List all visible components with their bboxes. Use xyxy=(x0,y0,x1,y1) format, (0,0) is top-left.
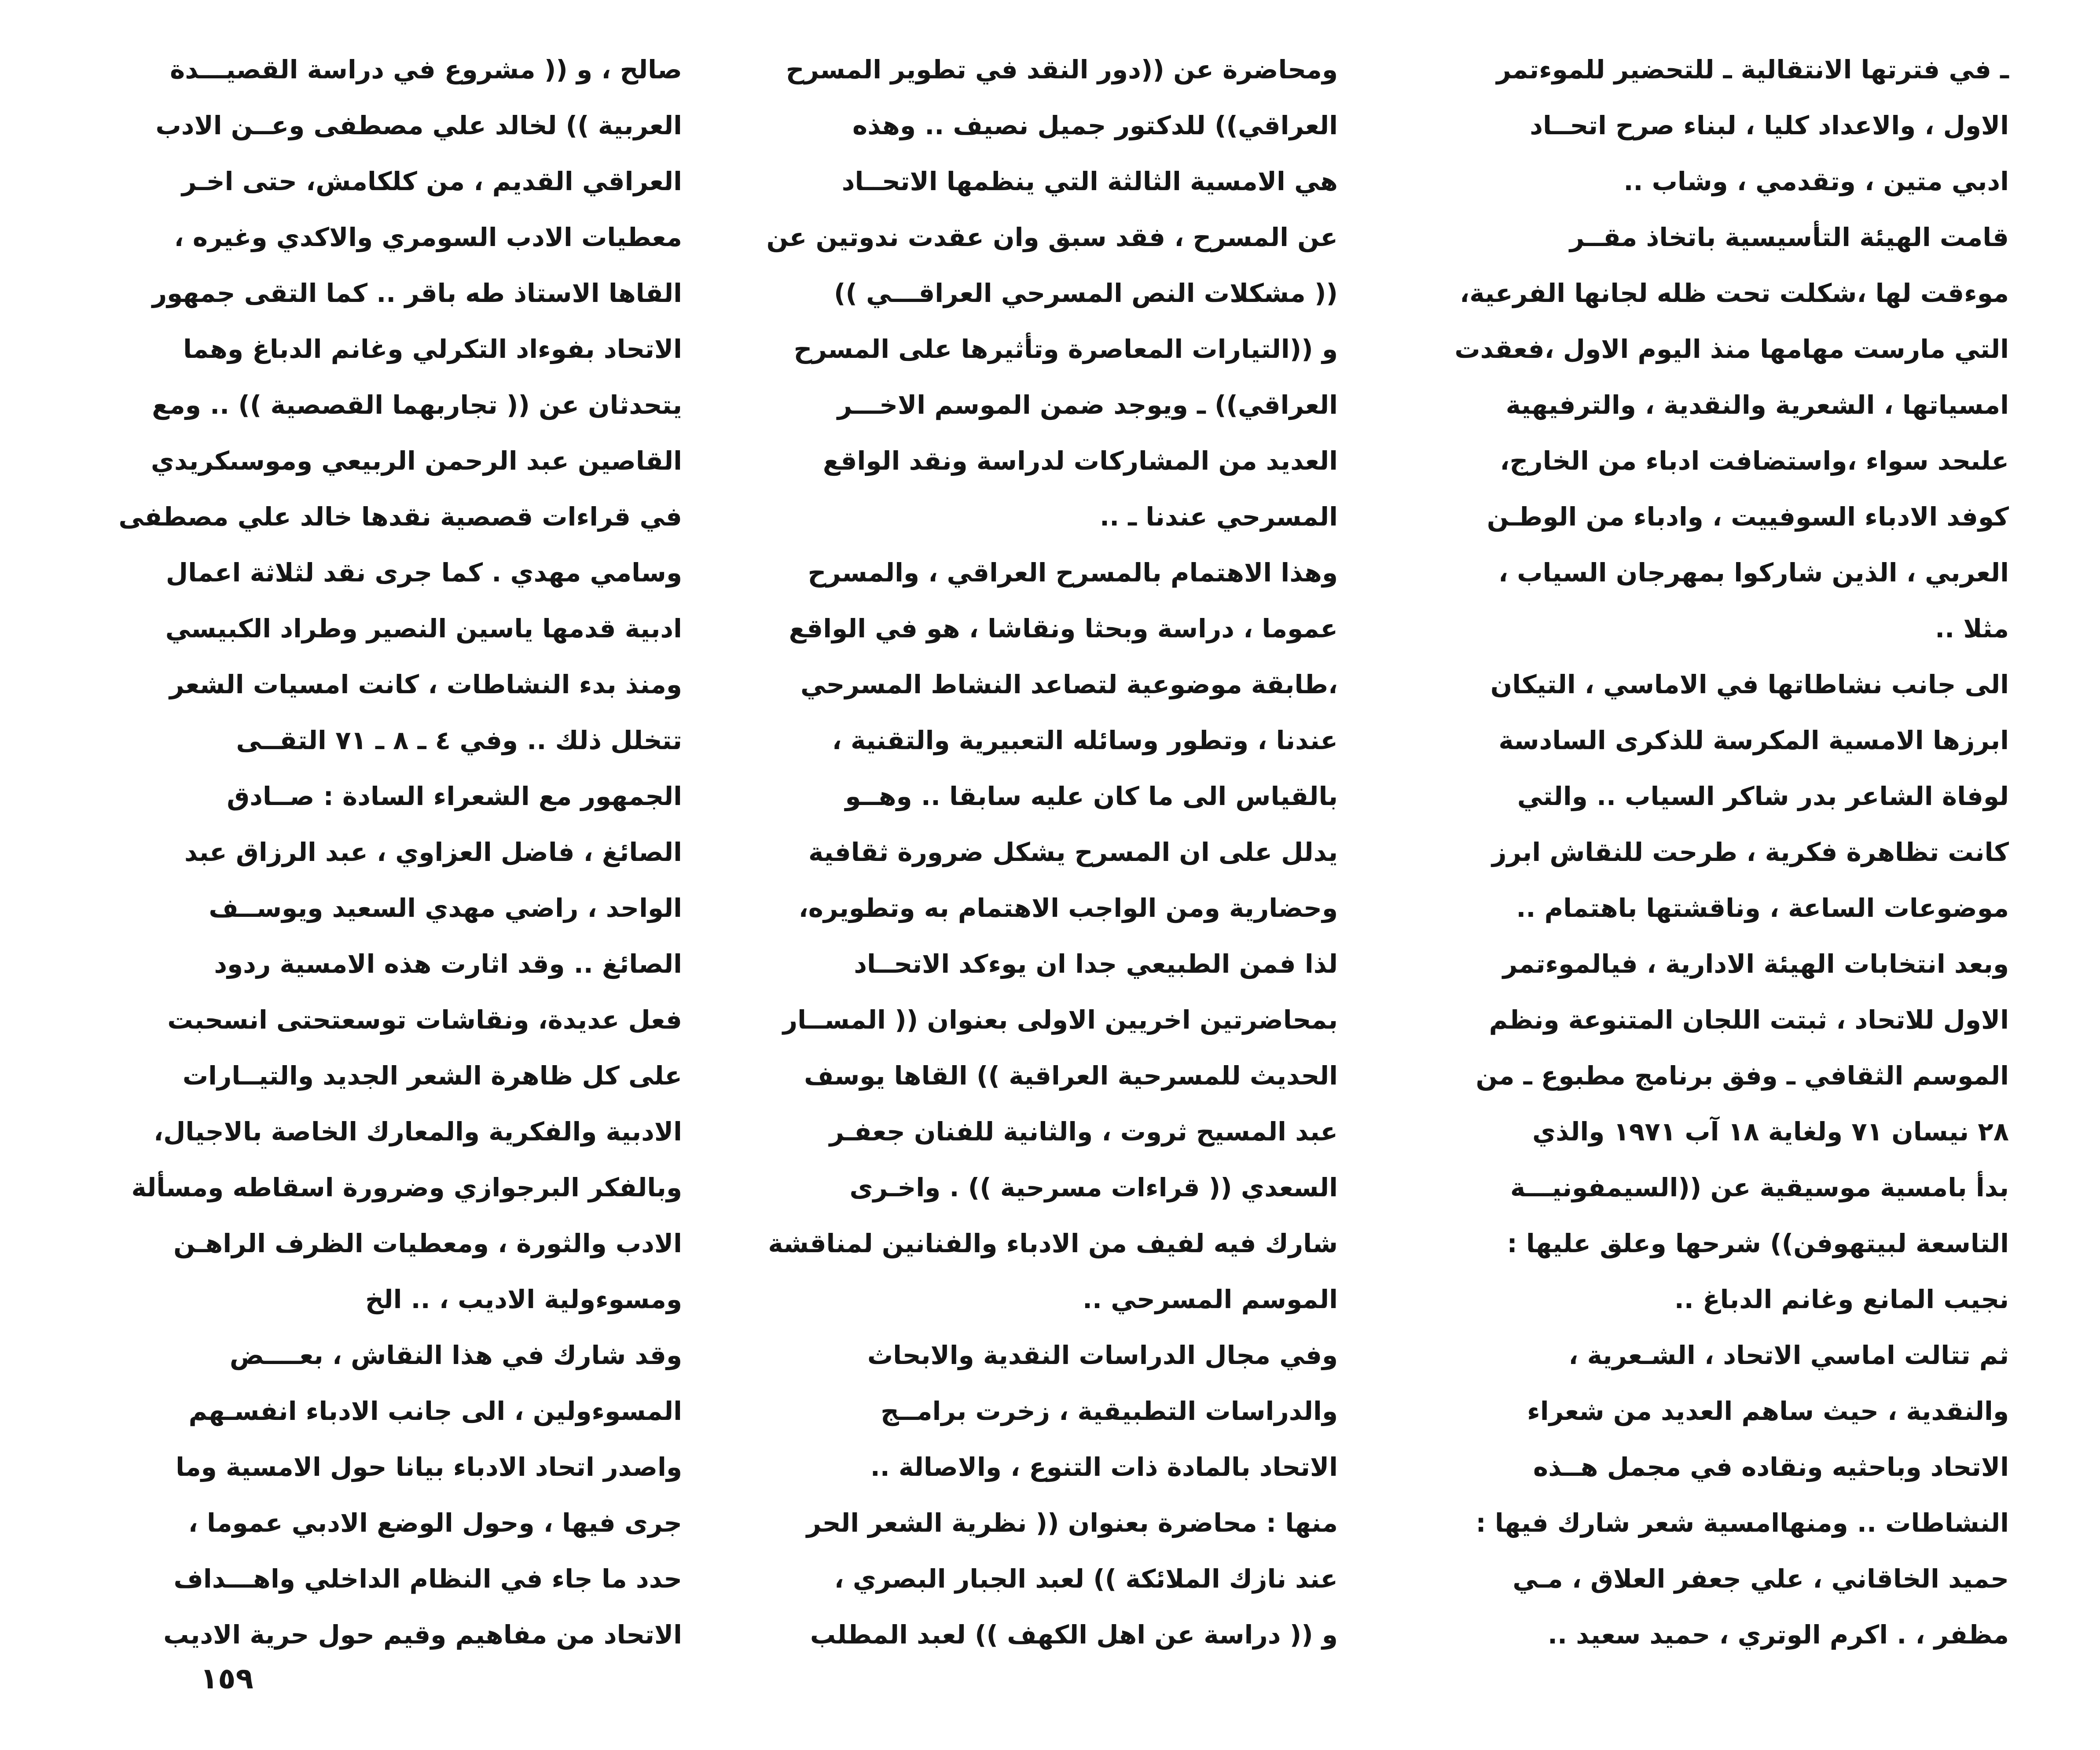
page-number: ١٥٩ xyxy=(200,1662,253,1695)
column-left xyxy=(101,42,682,1663)
paragraph: قامت الهيئة التأسيسية باتخاذ مقــر موءقت لها ،شكلت تحت ظله لجانها الفرعية، التي مارست مهامها منذ اليوم الاول ،فعقدت امسياتها ، الشعرية والنقدية ، والترفيهية علىحد سواء ،واستضافت ادباء من الخارج، كوفد الادباء السوفييت ، وادباء من الوطـن العربي ، الذين شاركوا بمهرجان السياب ، مثلا .. xyxy=(1454,222,2009,643)
paragraph: ومحاضرة عن ((دور النقد في تطوير المسرح العراقي)) للدكتور جميل نصيف .. وهذه هي الامسية الثالثة التي ينظمها الاتحــاد عن المسرح ، فقد سبق وان عقدت ندوتين عن (( مشكلات النص المسرحي العراقـــي )) و ((التيارات المعاصرة وتأثيرها على المسرح العراقي)) ـ ويوجد ضمن الموسم الاخـــر العديد من المشاركات لدراسة ونقد الواقع المسرحي عندنا ـ .. xyxy=(766,55,1338,532)
paragraph: وبعد انتخابات الهيئة الادارية ، فيالموءتمر الاول للاتحاد ، ثبتت اللجان المتنوعة ونظم الموسم الثقافي ـ وفق برنامج مطبوع ـ من ٢٨ نيسان ٧١ ولغاية ١٨ آب ١٩٧١ والذي بدأ بامسية موسيقية عن ((السيمفونيـــة التاسعة لبيتهوفن)) شرحها وعلق عليها : نجيب المانع وغانم الدباغ .. xyxy=(1476,949,2009,1314)
paragraph: وقد شارك في هذا النقاش ، بعــــض المسوءولين ، الى جانب الادباء انفسـهم واصدر اتحاد الادباء بيانا حول الامسية وما جرى فيها ، وحول الوضع الادبي عموما ، حدد ما جاء في النظام الداخلي واهـــداف الاتحاد من مفاهيم وقيم حول حرية الاديب xyxy=(163,1340,682,1650)
column-right xyxy=(1428,42,2009,1663)
paragraph: ـ في فترتها الانتقالية ـ للتحضير للموءتمر الاول ، والاعداد كليا ، لبناء صرح اتحــاد ادبي متين ، وتقدمي ، وشاب .. xyxy=(1496,55,2009,196)
column-middle xyxy=(757,42,1338,1663)
paragraph: ثم تتالت اماسي الاتحاد ، الشـعرية ، والنقدية ، حيث ساهم العديد من شعراء الاتحاد وباحثيه ونقاده في مجمل هــذه النشاطات .. ومنهاامسية شعر شارك فيها : حميد الخاقاني ، علي جعفر العلاق ، مـي مظفر ، . اكرم الوتري ، حميد سعيد .. xyxy=(1476,1340,2009,1650)
paragraph: الى جانب نشاطاتها في الاماسي ، التيكان ابرزها الامسية المكرسة للذكرى السادسة لوفاة الشاعر بدر شاكر السياب .. والتي كانت تظاهرة فكرية ، طرحت للنقاش ابرز موضوعات الساعة ، وناقشتها باهتمام .. xyxy=(1490,669,2009,923)
paragraph: وهذا الاهتمام بالمسرح العراقي ، والمسرح عموما ، دراسة وبحثا ونقاشا ، هو في الواقع ،طابقة موضوعية لتصاعد النشاط المسرحي عندنا ، وتطور وسائله التعبيرية والتقنية ، بالقياس الى ما كان عليه سابقا .. وهــو يدلل على ان المسرح يشكل ضرورة ثقافية وحضارية ومن الواجب الاهتمام به وتطويره، لذا فمن الطبيعي جدا ان يوءكد الاتحــاد بمحاضرتين اخريين الاولى بعنوان (( المســار الحديث للمسرحية العراقية )) القاها يوسف عبد المسيح ثروت ، والثانية للفنان جعفـر السعدي (( قراءات مسرحية )) . واخـرى شارك فيه لفيف من الادباء والفنانين لمناقشة الموسم المسرحي .. xyxy=(768,558,1338,1314)
paragraph: صالح ، و (( مشروع في دراسة القصيـــدة العربية )) لخالد علي مصطفى وعــن الادب العراقي القديم ، من كلكامش، حتى اخـر معطيات الادب السومري والاكدي وغيره ، القاها الاستاذ طه باقر .. كما التقى جمهور الاتحاد بفوءاد التكرلي وغانم الدباغ وهما يتحدثان عن (( تجاربهما القصصية )) .. ومع القاصين عبد الرحمن الربيعي وموسىكريدي في قراءات قصصية نقدها خالد علي مصطفى وسامي مهدي . كما جرى نقد لثلاثة اعمال ادبية قدمها ياسين النصير وطراد الكبيسي ومنذ بدء النشاطات ، كانت امسيات الشعر تتخلل ذلك .. وفي ٤ ـ ٨ ـ ٧١ التقــى الجمهور مع الشعراء السادة : صــادق الصائغ ، فاضل العزاوي ، عبد الرزاق عبد الواحد ، راضي مهدي السعيد ويوســف الصائغ .. وقد اثارت هذه الامسية ردود فعل عديدة، ونقاشات توسعتحتى انسحبت على كل ظاهرة الشعر الجديد والتيــارات الادبية والفكرية والمعارك الخاصة بالاجيال، وبالفكر البرجوازي وضرورة اسقاطه ومسألة الادب والثورة ، ومعطيات الظرف الراهـن ومسوءولية الاديب ، .. الخ xyxy=(118,55,682,1314)
paragraph: وفي مجال الدراسات النقدية والابحاث والدراسات التطبيقية ، زخرت برامــج الاتحاد بالمادة ذات التنوع ، والاصالة .. منها : محاضرة بعنوان (( نظرية الشعر الحر عند نازك الملائكة )) لعبد الجبار البصري ، و (( دراسة عن اهل الكهف )) لعبد المطلب xyxy=(806,1340,1338,1650)
